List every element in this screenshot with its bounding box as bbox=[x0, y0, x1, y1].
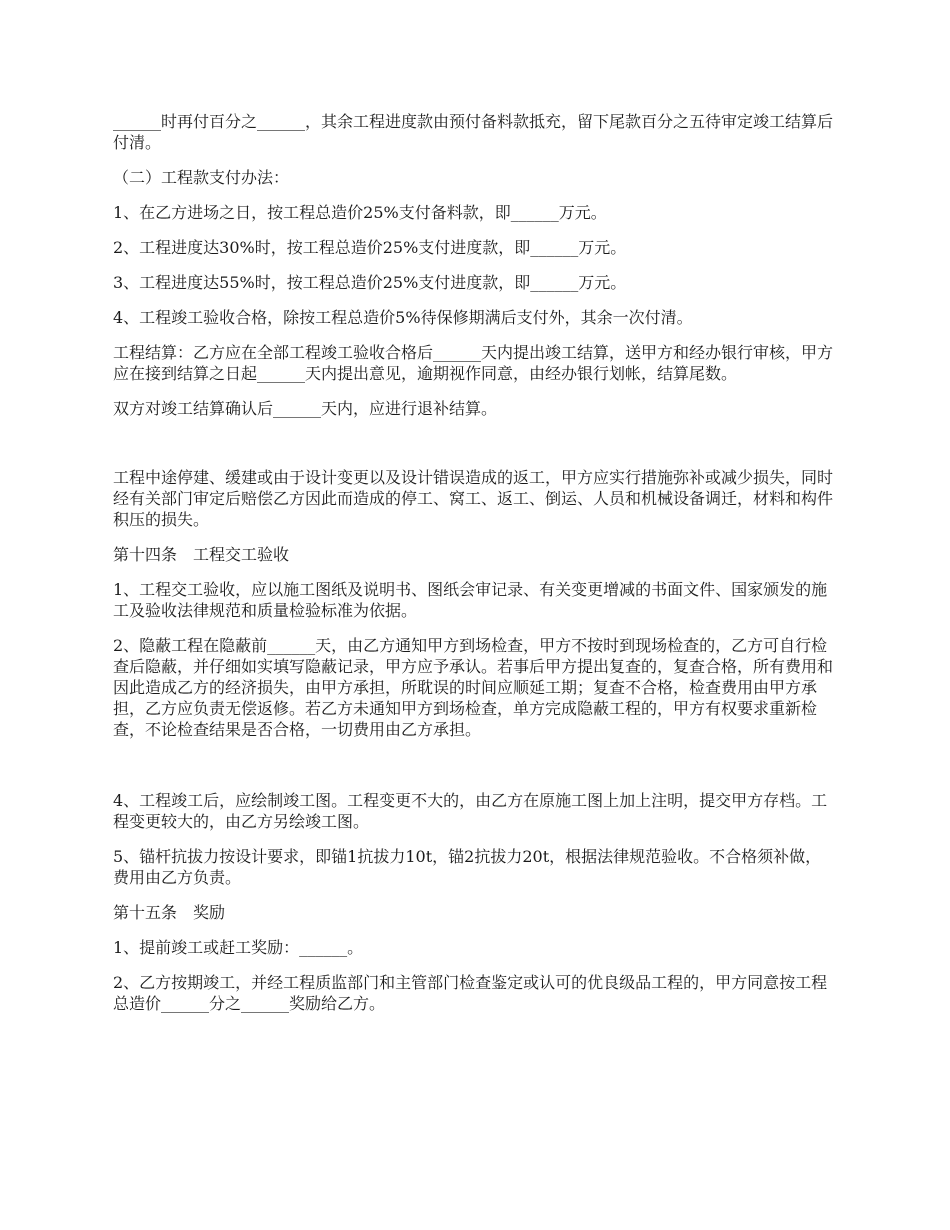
paragraph-payment-item-3: 3、工程进度达55%时，按工程总造价25%支付进度款，即______万元。 bbox=[113, 273, 627, 292]
paragraph-acceptance-item-2: 2、隐蔽工程在隐蔽前______天，由乙方通知甲方到场检查，甲方不按时到现场检查的，乙方可自行检查后隐蔽，并仔细如实填写隐蔽记录，甲方应予承认。若事后甲方提出复查的，复查合格，所有费用和因此造成乙方的经济损失，由甲方承担，所耽误的时间应顺延工期；复查不合格，检查费用由甲方承担，乙方应负责无偿返修。若乙方未通知甲方到场检查，单方完成隐蔽工程的，甲方有权要求重新检查，不论检查结果是否合格，一切费用由乙方承担。 bbox=[113, 636, 834, 739]
paragraph-suspension-losses: 工程中途停建、缓建或由于设计变更以及设计错误造成的返工，甲方应实行措施弥补或减少损失，同时经有关部门审定后赔偿乙方因此而造成的停工、窝工、返工、倒运、人员和机械设备调迁，材料和构件积压的损失。 bbox=[113, 468, 834, 529]
paragraph-payment-item-1: 1、在乙方进场之日，按工程总造价25%支付备料款，即______万元。 bbox=[113, 203, 607, 222]
paragraph-reward-item-2: 2、乙方按期竣工，并经工程质监部门和主管部门检查鉴定或认可的优良级品工程的，甲方同意按工程总造价______分之______奖励给乙方。 bbox=[113, 973, 828, 1013]
paragraph-payment-item-2: 2、工程进度达30%时，按工程总造价25%支付进度款，即______万元。 bbox=[113, 238, 627, 257]
paragraph-payment-method-heading: （二）工程款支付办法： bbox=[113, 168, 290, 187]
paragraph-acceptance-item-5: 5、锚杆抗拔力按设计要求，即锚1抗拔力10t，锚2抗拔力20t，根据法律规范验收。不合格须补做，费用由乙方负责。 bbox=[113, 847, 822, 887]
paragraph-acceptance-item-1: 1、工程交工验收，应以施工图纸及说明书、图纸会审记录、有关变更增减的书面文件、国家颁发的施工及验收法律规范和质量检验标准为依据。 bbox=[113, 580, 828, 620]
paragraph-reward-item-1: 1、提前竣工或赶工奖励：______。 bbox=[113, 938, 364, 957]
paragraph-payment-item-4: 4、工程竣工验收合格，除按工程总造价5%待保修期满后支付外，其余一次付清。 bbox=[113, 308, 693, 327]
paragraph-payment-balance: ______时再付百分之______，其余工程进度款由预付备料款抵充，留下尾款百分之五待审定竣工结算后付清。 bbox=[113, 112, 834, 152]
paragraph-settlement-confirmation: 双方对竣工结算确认后______天内，应进行退补结算。 bbox=[113, 399, 498, 418]
article-14-heading: 第十四条 工程交工验收 bbox=[113, 545, 290, 564]
article-15-heading: 第十五条 奖励 bbox=[113, 903, 226, 922]
document-body bbox=[113, 111, 837, 1028]
paragraph-acceptance-item-4: 4、工程竣工后，应绘制竣工图。工程变更不大的，由乙方在原施工图上加上注明，提交甲方存档。工程变更较大的，由乙方另绘竣工图。 bbox=[113, 791, 828, 831]
paragraph-settlement: 工程结算：乙方应在全部工程竣工验收合格后______天内提出竣工结算，送甲方和经办银行审核，甲方应在接到结算之日起______天内提出意见，逾期视作同意，由经办银行划帐，结算尾数。 bbox=[113, 343, 834, 383]
